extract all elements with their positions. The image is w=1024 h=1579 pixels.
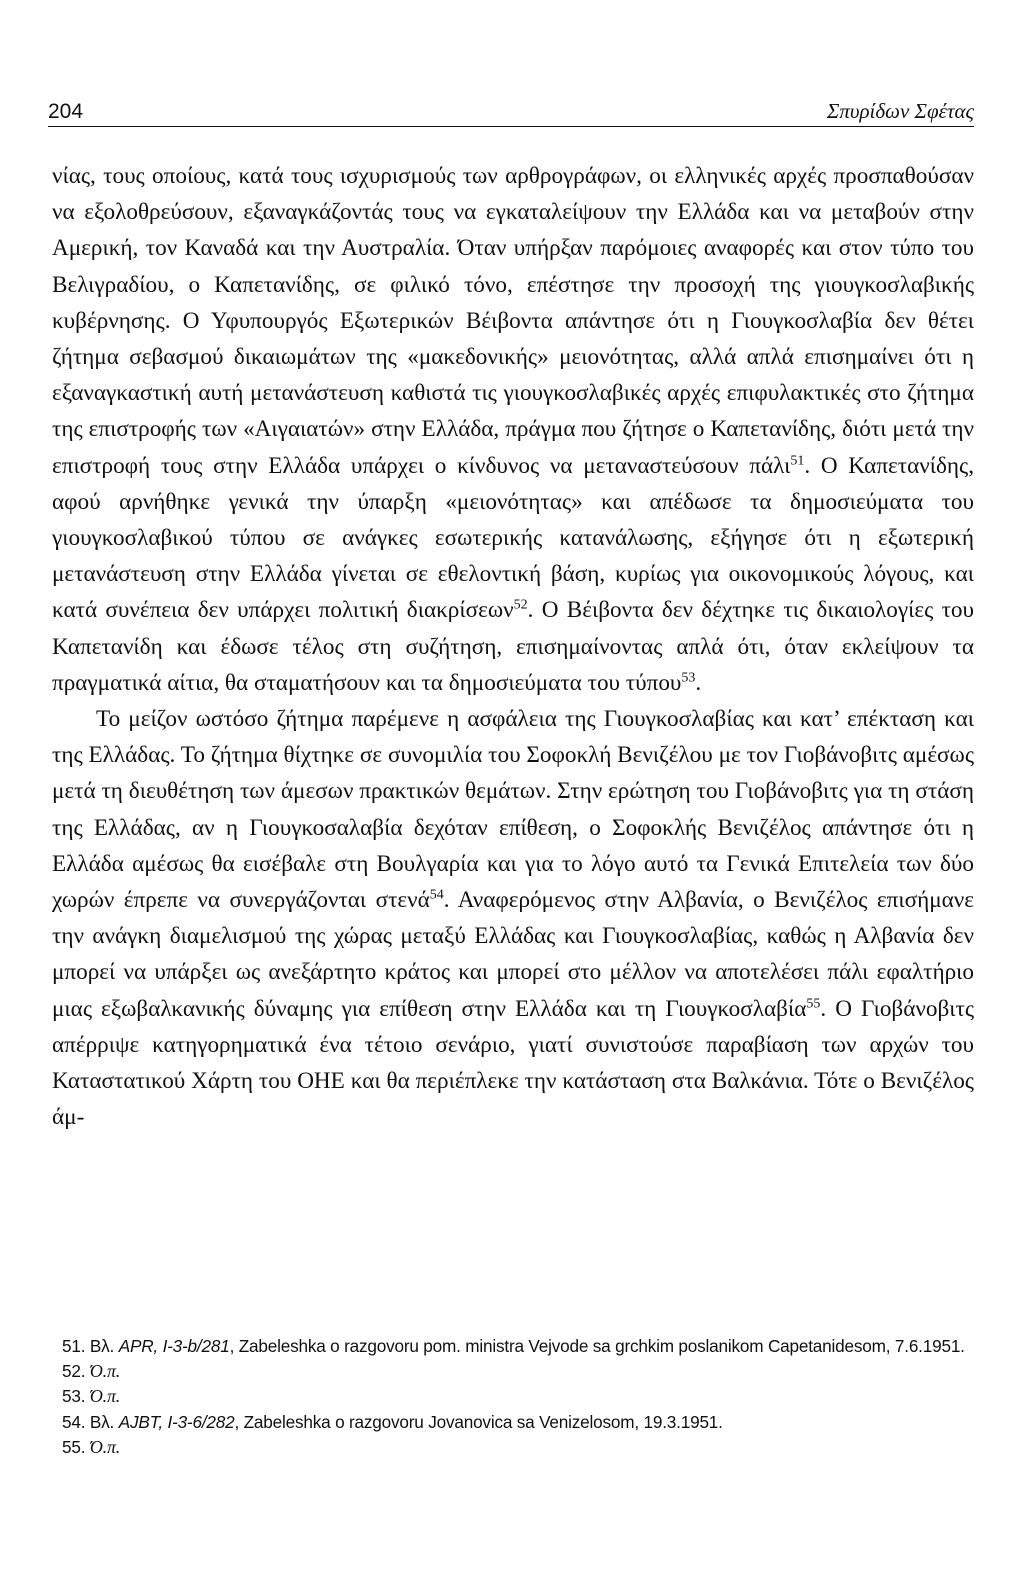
text-run: . (695, 669, 702, 696)
footnote-53 (52, 1384, 974, 1409)
running-header (48, 94, 974, 127)
footnote-prefix: Βλ. (89, 1336, 119, 1356)
footnote-ref-55: 55 (806, 995, 821, 1011)
footnote-text: , Zabeleshka o razgovoru pom. ministra Vejvode sa grchkim poslanikom Capetanidesom, 7.6.1951. (229, 1336, 965, 1356)
footnote-number: 53. (62, 1386, 86, 1407)
text-run: Το μείζον ωστόσο ζήτημα παρέμενε η ασφάλεια της Γιουγκοσλαβίας και κατ’ επέκταση και της Ελλάδας. Το ζήτημα θίχτηκε σε συνομιλία του Σοφοκλή Βενιζέλου με τον Γιοβάνοβιτς αμέσως μετά τη διευθέτηση των άμεσων πρακτικών θεμάτων. Στην ερώτηση του Γιοβάνοβιτς για τη στάση της Ελλάδας, αν η Γιουγκοσαλαβία δεχόταν επίθεση, ο Σοφοκλής Βενιζέλος απάντησε ότι η Ελλάδα αμέσως θα εισέβαλε στη Βουλγαρία και για το λόγο αυτό τα Γενικά Επιτελεία των δύο χωρών έπρεπε να συνεργάζονται στενά (52, 706, 974, 914)
text-run: νίας, τους οποίους, κατά τους ισχυρισμούς των αρθρογράφων, οι ελληνικές αρχές προσπαθούσαν να εξολοθρεύσουν, εξαναγκάζοντάς τους να εγκαταλείψουν την Ελλάδα και να μεταβούν στην Αμερική, τον Καναδά και την Αυστραλία. Όταν υπήρξαν παρόμοιες αναφορές και στον τύπο του Βελιγραδίου, ο Καπετανίδης, σε φιλικό τόνο, επέστησε την προσοχή της γιουγκοσλαβικής κυβέρνησης. Ο Υφυπουργός Εξωτερικών Βέιβοντα απάντησε ότι η Γιουγκοσλαβία δεν θέτει ζήτημα σεβασμού δικαιωμάτων της «μακεδονικής» μειονότητας, αλλά απλά επισημαίνει ότι η εξαναγκαστική αυτή μετανάστευση καθιστά τις γιουγκοσλαβικές αρχές επιφυλακτικές στο ζήτημα της επιστροφής των «Αιγαιατών» στην Ελλάδα, πράγμα που ζήτησε ο Καπετανίδης, διότι μετά την επιστροφή τους στην Ελλάδα υπάρχει ο κίνδυνος να μεταναστεύσουν πάλι (52, 163, 974, 479)
footnote-54 (52, 1410, 974, 1435)
footnote-number: 54. (62, 1411, 86, 1432)
running-head-author: Σπυρίδων Σφέτας (826, 99, 974, 123)
page-number: 204 (48, 100, 84, 123)
op-cit: Ό.π. (89, 1386, 121, 1407)
archive-reference: AJBT, I-3-6/282 (118, 1411, 235, 1432)
paragraph (52, 701, 974, 1135)
text-run: . Ο Καπετανίδης, αφού αρνήθηκε γενικά την ύπαρξη «μειονότητας» και απέδωσε τα δημοσιεύματα του γιουγκοσλαβικού τύπου σε ανάγκες εσωτερικής κατανάλωσης, εξήγησε ότι η εξωτερική μετανάστευση στην Ελλάδα γίνεται σε εθελοντική βάση, κυρίως για οικονομικούς λόγους, και κατά συνέπεια δεν υπάρχει πολιτική διακρίσεων (52, 452, 974, 624)
footnote-number: 52. (62, 1361, 86, 1382)
footnote-text: , Zabeleshka o razgovoru Jovanovica sa Venizelosom, 19.3.1951. (234, 1411, 723, 1432)
footnote-ref-54: 54 (429, 887, 444, 903)
text-run: . Ο Βέιβοντα δεν δέχτηκε τις δικαιολογίες του Καπετανίδη και έδωσε τέλος στη συζήτηση, επισημαίνοντας απλά ότι, όταν εκλείψουν τα πραγματικά αίτια, θα σταματήσουν και τα δημοσιεύματα του τύπου (52, 597, 974, 696)
footnote-prefix: Βλ. (89, 1411, 119, 1432)
text-run: . Αναφερόμενος στην Αλβανία, ο Βενιζέλος επισήμανε την ανάγκη διαμελισμού της χώρας μεταξύ Ελλάδας και Γιουγκοσλαβίας, καθώς η Αλβανία δεν μπορεί να υπάρξει ως ανεξάρτητο κράτος και μπορεί στο μέλλον να αποτελέσει πάλι εφαλτήριο μιας εξωβαλκανικής δύναμης για επίθεση στην Ελλάδα και τη Γιουγκοσλαβία (52, 887, 974, 1022)
footnote-number: 55. (62, 1436, 86, 1457)
text-run: . Ο Γιοβάνοβιτς απέρριψε κατηγορηματικά ένα τέτοιο σενάριο, γιατί συνιστούσε παραβίαση των αρχών του Καταστατικού Χάρτη του ΟΗΕ και θα περιέπλεκε την κατάσταση στα Βαλκάνια. Τότε ο Βενιζέλος άμ- (52, 995, 974, 1131)
footnote-55 (52, 1435, 974, 1460)
archive-reference: APR, I-3-b/281 (118, 1336, 230, 1356)
footnote-ref-53: 53 (681, 670, 696, 686)
footnote-number: 51. (62, 1336, 86, 1356)
footnote-52 (52, 1359, 974, 1384)
footnote-ref-51: 51 (790, 452, 805, 468)
op-cit: Ό.π. (89, 1436, 121, 1457)
footnotes (52, 1334, 974, 1460)
footnote-ref-52: 52 (513, 597, 528, 613)
body-text (52, 158, 974, 1135)
footnote-51 (52, 1334, 974, 1359)
op-cit: Ό.π. (89, 1361, 121, 1382)
paragraph (52, 158, 974, 701)
